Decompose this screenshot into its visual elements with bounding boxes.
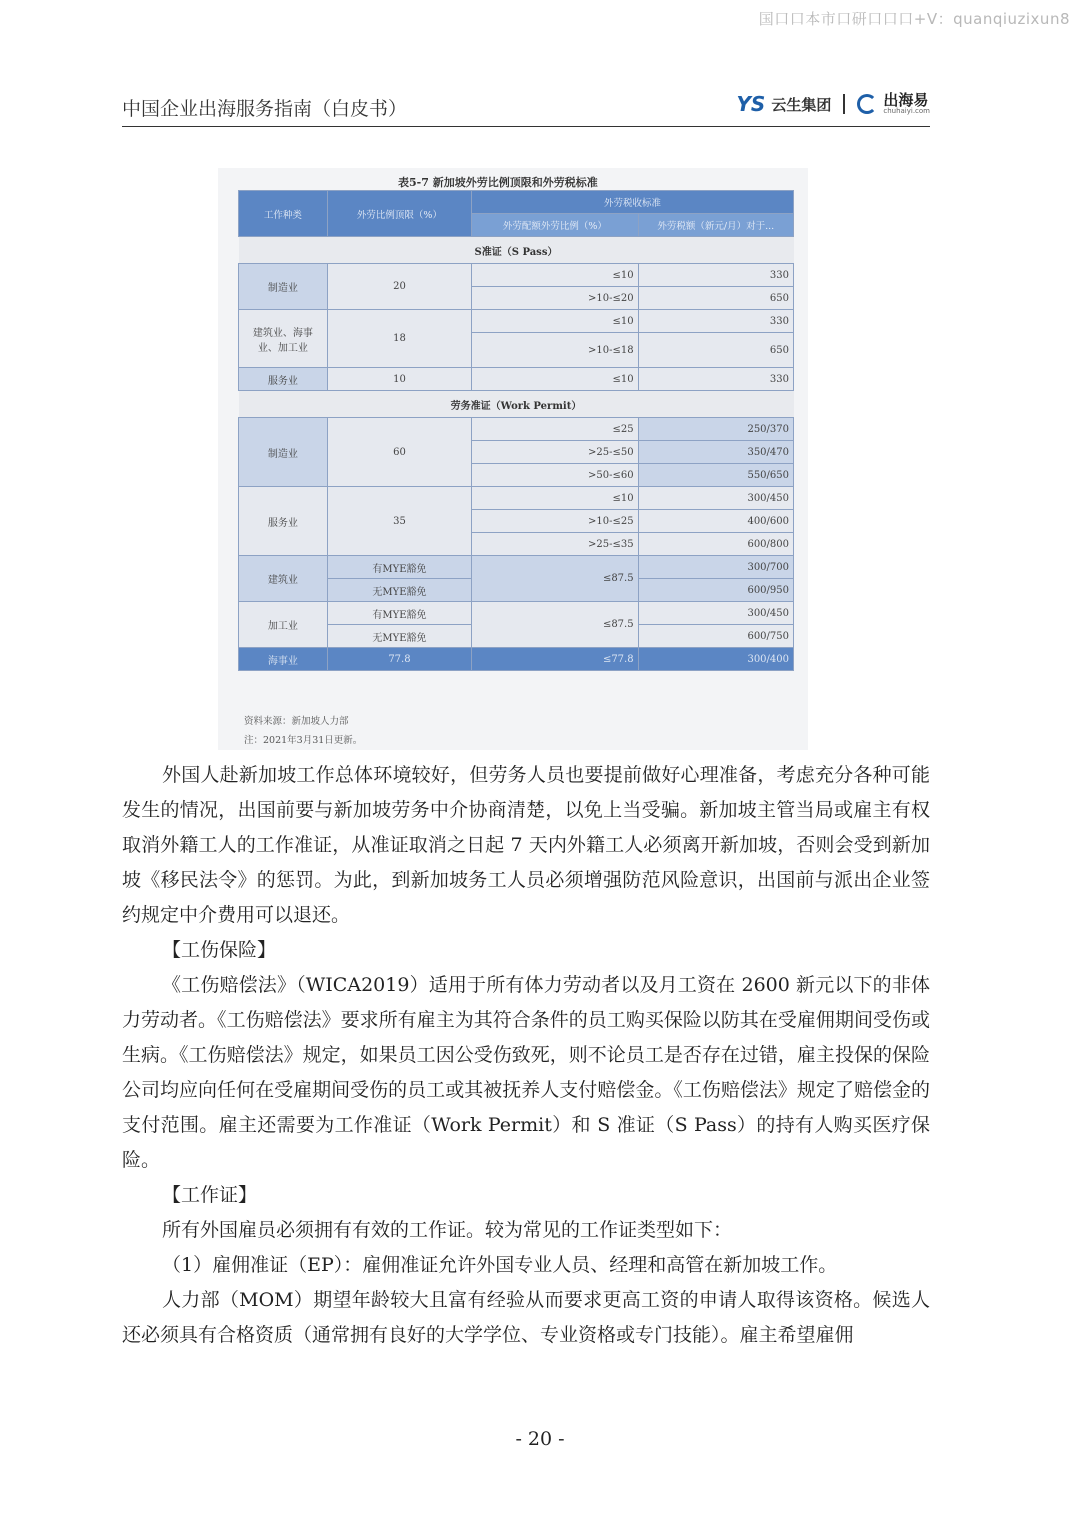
paragraph: （1）雇佣准证（EP）：雇佣准证允许外国专业人员、经理和高管在新加坡工作。	[162, 1254, 838, 1276]
table-cell: 加工业	[239, 602, 328, 648]
table-cell: 建筑业、海事业、加工业	[239, 310, 328, 368]
header-cell: 外劳税收标准	[472, 191, 794, 214]
chuhaiyi-url: chuhaiyi.com	[883, 107, 930, 115]
table-cell: 制造业	[239, 418, 328, 487]
table-cell: 18	[327, 310, 471, 368]
table-row	[239, 310, 794, 333]
table-cell: >10-≤25	[472, 510, 639, 533]
table-cell: >50-≤60	[472, 464, 639, 487]
table-row	[239, 368, 794, 391]
header-cell: 外劳税额（新元/月）对于...	[638, 214, 793, 237]
paragraph: 所有外国雇员必须拥有有效的工作证。较为常见的工作证类型如下：	[162, 1219, 733, 1241]
table-row	[239, 264, 794, 287]
table-cell: 330	[638, 310, 793, 333]
table-cell: 77.8	[327, 648, 471, 671]
header-cell: 外劳比例顶限（%）	[327, 191, 471, 237]
table-row	[239, 418, 794, 441]
table-row	[239, 602, 794, 625]
table-row	[239, 556, 794, 579]
table-cell: 600/800	[638, 533, 793, 556]
header-cell: 工作种类	[239, 191, 328, 237]
table-cell: 无MYE豁免	[327, 625, 471, 648]
worker-levy-table	[238, 190, 794, 671]
table-cell: 服务业	[239, 368, 328, 391]
table-cell: 400/600	[638, 510, 793, 533]
paragraph: 人力部（MOM）期望年龄较大且富有经验从而要求更高工资的申请人取得该资格。候选人还必须具有合格资质（通常拥有良好的大学学位、专业资格或专门技能）。雇主希望雇佣	[122, 1289, 930, 1346]
table-source: 资料来源：新加坡人力部	[244, 716, 349, 727]
table-cell: 300/450	[638, 602, 793, 625]
table-row	[239, 648, 794, 671]
table-cell: 服务业	[239, 487, 328, 556]
table-cell: ≤10	[472, 368, 639, 391]
table-cell: 330	[638, 368, 793, 391]
paragraph: 《工伤赔偿法》（WICA2019）适用于所有体力劳动者以及月工资在 2600 新元以下的非体力劳动者。《工伤赔偿法》要求所有雇主为其符合条件的员工购买保险以防其在受雇佣期间受伤或生病。《工伤赔偿法》规定，如果员工因公受伤致死，则不论员工是否存在过错，雇主投保的保险公司均应向任何在受雇期间受伤的员工或其被抚养人支付赔偿金。《工伤赔偿法》规定了赔偿金的支付范围。雇主还需要为工作准证（Work Permit）和 S 准证（S Pass）的持有人购买医疗保险。	[122, 974, 930, 1171]
table-figure	[218, 168, 808, 750]
table-cell: 550/650	[638, 464, 793, 487]
table-cell: 建筑业	[239, 556, 328, 602]
table-cell: 有MYE豁免	[327, 556, 471, 579]
table-cell: 300/450	[638, 487, 793, 510]
table-cell: ≤10	[472, 310, 639, 333]
chuhaiyi-logo	[883, 93, 930, 115]
table-cell: >25-≤50	[472, 441, 639, 464]
table-cell: ≤77.8	[472, 648, 639, 671]
brand-logos	[736, 92, 930, 116]
table-cell: 35	[327, 487, 471, 556]
ys-brand-name: 云生集团	[771, 95, 832, 114]
table-cell: 600/950	[638, 579, 793, 602]
section-heading: 【工作证】	[162, 1184, 258, 1206]
table-cell: 制造业	[239, 264, 328, 310]
chuhaiyi-logo-icon	[857, 94, 877, 114]
table-caption: 表5-7 新加坡外劳比例顶限和外劳税标准	[398, 176, 598, 189]
table-cell: 250/370	[638, 418, 793, 441]
table-cell: 300/400	[638, 648, 793, 671]
table-cell: 650	[638, 287, 793, 310]
table-row	[239, 487, 794, 510]
table-cell: 650	[638, 333, 793, 368]
section-heading: 【工伤保险】	[162, 939, 277, 961]
table-cell: ≤10	[472, 264, 639, 287]
table-note: 注：2021年3月31日更新。	[244, 735, 363, 746]
table-cell: 350/470	[638, 441, 793, 464]
section-row: 劳务准证（Work Permit）	[239, 391, 794, 418]
table-cell: 20	[327, 264, 471, 310]
page-number: - 20 -	[515, 1428, 565, 1450]
table-cell: 海事业	[239, 648, 328, 671]
table-cell: >10-≤18	[472, 333, 639, 368]
document-title: 中国企业出海服务指南（白皮书）	[122, 98, 408, 120]
table-cell: 有MYE豁免	[327, 602, 471, 625]
brand-divider	[843, 94, 845, 114]
section-row: S准证（S Pass）	[239, 237, 794, 264]
table-cell: ≤25	[472, 418, 639, 441]
table-cell: 无MYE豁免	[327, 579, 471, 602]
paragraph: 外国人赴新加坡工作总体环境较好，但劳务人员也要提前做好心理准备，考虑充分各种可能发生的情况，出国前要与新加坡劳务中介协商清楚，以免上当受骗。新加坡主管当局或雇主有权取消外籍工人的工作准证，从准证取消之日起 7 天内外籍工人必须离开新加坡，否则会受到新加坡《移民法令》的惩罚。为此，到新加坡务工人员必须增强防范风险意识，出国前与派出企业签约规定中介费用可以退还。	[122, 764, 930, 926]
table-cell: >25-≤35	[472, 533, 639, 556]
table-cell: 60	[327, 418, 471, 487]
ys-logo: YS	[736, 92, 766, 116]
header-cell: 外劳配额外劳比例（%）	[472, 214, 639, 237]
table-cell: ≤87.5	[472, 556, 639, 602]
watermark-text: 国口口本市口研口口口+V：quanqiuzixun8	[758, 10, 1070, 28]
table-cell: >10-≤20	[472, 287, 639, 310]
table-cell: 10	[327, 368, 471, 391]
table-cell: ≤10	[472, 487, 639, 510]
table-cell: ≤87.5	[472, 602, 639, 648]
chuhaiyi-brand-name: 出海易	[883, 91, 929, 109]
table-cell: 330	[638, 264, 793, 287]
table-cell: 300/700	[638, 556, 793, 579]
page-header	[122, 92, 930, 127]
table-cell: 600/750	[638, 625, 793, 648]
body-text	[122, 758, 930, 1353]
